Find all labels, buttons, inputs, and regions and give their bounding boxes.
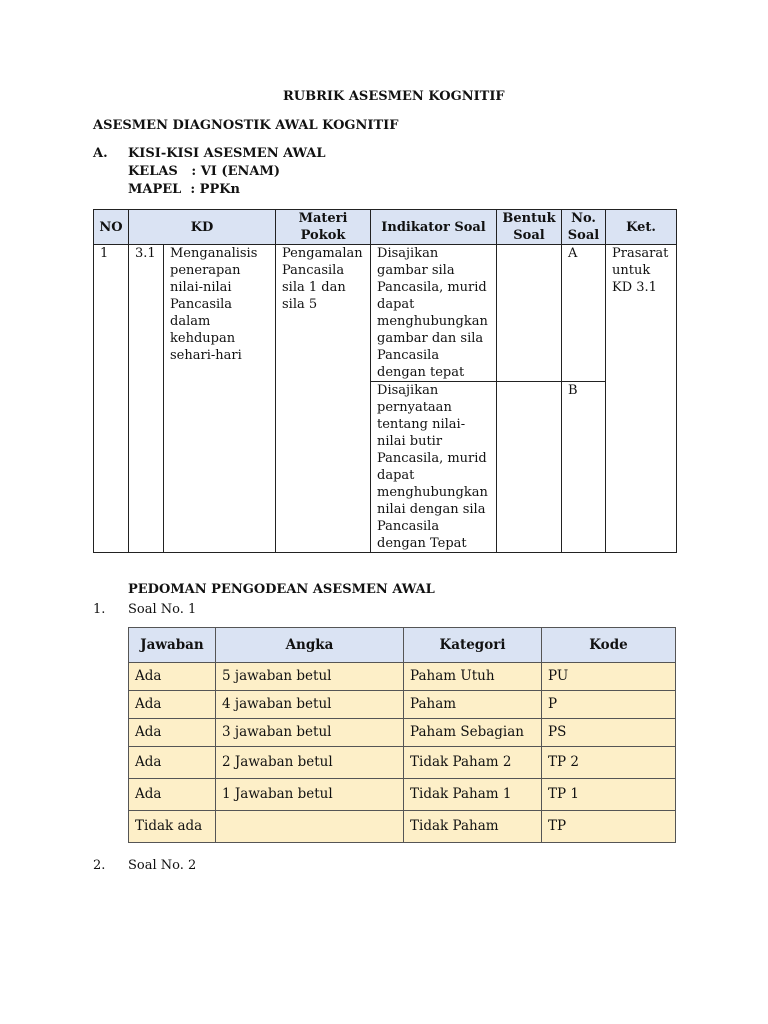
cell-materi: Pengamalan Pancasila sila 1 dan sila 5 bbox=[276, 245, 371, 553]
cell-angka: 2 Jawaban betul bbox=[216, 747, 404, 779]
cell-jawaban: Ada bbox=[129, 719, 216, 747]
cell-kode: PU bbox=[542, 663, 676, 691]
cell-jawaban: Tidak ada bbox=[129, 811, 216, 843]
cell-kategori: Paham Utuh bbox=[404, 663, 542, 691]
cell-kode: TP 2 bbox=[542, 747, 676, 779]
cell-angka: 3 jawaban betul bbox=[216, 719, 404, 747]
table-row bbox=[129, 811, 676, 843]
cell-jawaban: Ada bbox=[129, 747, 216, 779]
cell-kategori: Tidak Paham 2 bbox=[404, 747, 542, 779]
mapel-line: MAPEL : PPKn bbox=[128, 182, 240, 197]
kelas-line: KELAS : VI (ENAM) bbox=[128, 164, 280, 179]
kode-table bbox=[128, 627, 676, 843]
cell-kategori: Paham Sebagian bbox=[404, 719, 542, 747]
cell-angka bbox=[216, 811, 404, 843]
cell-kode: TP 1 bbox=[542, 779, 676, 811]
col-header-bentuk: Bentuk Soal bbox=[497, 210, 562, 245]
table-header-row bbox=[129, 628, 676, 663]
col-header-jawaban: Jawaban bbox=[129, 628, 216, 663]
col-header-ket: Ket. bbox=[606, 210, 677, 245]
cell-jawaban: Ada bbox=[129, 663, 216, 691]
cell-angka: 4 jawaban betul bbox=[216, 691, 404, 719]
table-row bbox=[94, 245, 677, 382]
cell-no-soal-2: B bbox=[562, 382, 606, 553]
table-header-row bbox=[94, 210, 677, 245]
item-1-label: Soal No. 1 bbox=[128, 602, 197, 617]
cell-no-soal-1: A bbox=[562, 245, 606, 382]
cell-kode: P bbox=[542, 691, 676, 719]
table-row bbox=[129, 779, 676, 811]
col-header-kd: KD bbox=[129, 210, 276, 245]
cell-indikator-2: Disajikan pernyataan tentang nilai- nilai butir Pancasila, murid dapat menghubungkan nilai dengan sila Pancasila dengan Tepat bbox=[371, 382, 497, 553]
cell-angka: 5 jawaban betul bbox=[216, 663, 404, 691]
col-header-no-soal: No. Soal bbox=[562, 210, 606, 245]
table-row bbox=[129, 719, 676, 747]
cell-kd-text: Menganalisis penerapan nilai-nilai Pancasila dalam kehdupan sehari-hari bbox=[164, 245, 276, 553]
col-header-indikator: Indikator Soal bbox=[371, 210, 497, 245]
col-header-materi: Materi Pokok bbox=[276, 210, 371, 245]
cell-bentuk-1 bbox=[497, 245, 562, 382]
cell-kode: TP bbox=[542, 811, 676, 843]
cell-kategori: Tidak Paham bbox=[404, 811, 542, 843]
col-header-no: NO bbox=[94, 210, 129, 245]
cell-jawaban: Ada bbox=[129, 779, 216, 811]
section-a-marker: A. bbox=[93, 146, 108, 161]
page-title: RUBRIK ASESMEN KOGNITIF bbox=[283, 89, 505, 104]
cell-indikator-1: Disajikan gambar sila Pancasila, murid dapat menghubungkan gambar dan sila Pancasila dengan tepat bbox=[371, 245, 497, 382]
pedoman-heading: PEDOMAN PENGODEAN ASESMEN AWAL bbox=[128, 582, 435, 597]
col-header-kode: Kode bbox=[542, 628, 676, 663]
item-2-label: Soal No. 2 bbox=[128, 858, 197, 873]
kisi-kisi-table bbox=[93, 209, 677, 553]
item-1-marker: 1. bbox=[93, 602, 106, 617]
section-a-heading: KISI-KISI ASESMEN AWAL bbox=[128, 146, 326, 161]
cell-ket: Prasarat untuk KD 3.1 bbox=[606, 245, 677, 553]
table-row bbox=[129, 663, 676, 691]
table-row bbox=[129, 691, 676, 719]
col-header-kategori: Kategori bbox=[404, 628, 542, 663]
table-row bbox=[129, 747, 676, 779]
cell-no: 1 bbox=[94, 245, 129, 553]
item-2-marker: 2. bbox=[93, 858, 106, 873]
cell-kd-number: 3.1 bbox=[129, 245, 164, 553]
cell-kode: PS bbox=[542, 719, 676, 747]
cell-kategori: Tidak Paham 1 bbox=[404, 779, 542, 811]
cell-bentuk-2 bbox=[497, 382, 562, 553]
cell-angka: 1 Jawaban betul bbox=[216, 779, 404, 811]
cell-jawaban: Ada bbox=[129, 691, 216, 719]
page-subtitle: ASESMEN DIAGNOSTIK AWAL KOGNITIF bbox=[93, 118, 399, 133]
col-header-angka: Angka bbox=[216, 628, 404, 663]
cell-kategori: Paham bbox=[404, 691, 542, 719]
